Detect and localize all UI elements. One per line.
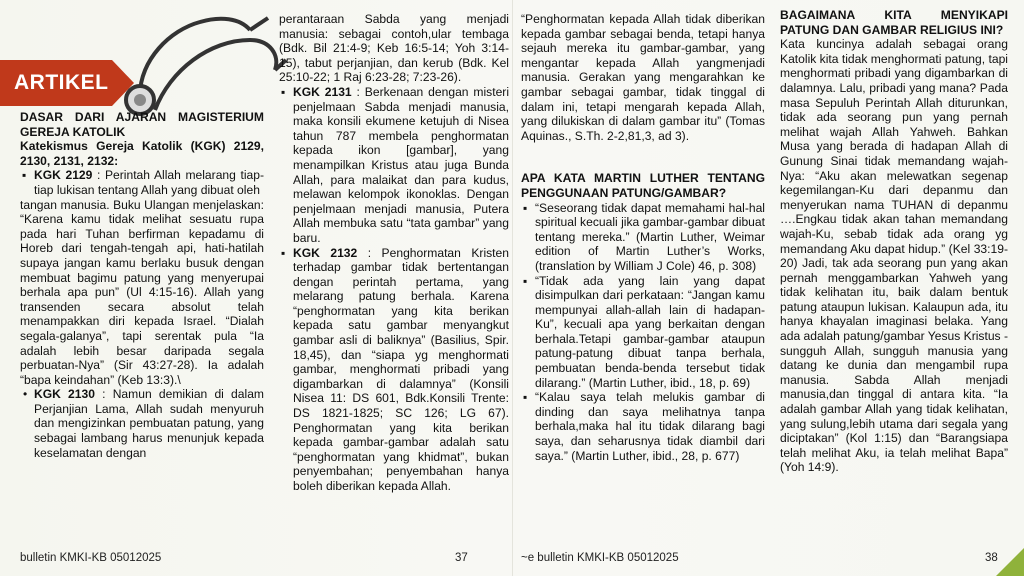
footer-right-page-number: 38 [985,552,998,564]
body-paragraph: Kata kuncinya adalah sebagai orang Katolik kita tidak menghormati patung, tapi menghormati pribadi yang digambarkan di dalamnya. Lalu, pribadi yang mana? Pada masa Sepuluh Perintah Allah diturunkan, tidak ada seorang pun yang pernah melihat wajah Allah Yahweh. Bahkan Musa yang berada di hadapan Allah di Gunung Sinai tidak memandang wajah-Nya: “Aku akan melewatkan segenap kegemilangan-Ku dari depanmu dan menyerukan nama TUHAN di depanmu ….Engkau tidak akan tahan memandang wajah-Ku, sebab tidak ada orang yg memandang Aku dapat hidup.” (Kel 33:19-20) Jadi, tak ada seorang pun yang akan pernah menggambarkan Yahweh yang tidak kelihatan itu, baik dalam bentuk patung ataupun lukisan. Kalaupun ada, itu hanya khayalan imaginasi belaka. Yang ada adalah patung/gambar Yesus Kristus - sungguh Allah, sungguh manusia yang datang ke dunia dan mengambil rupa manusia. Sabda Allah menjadi manusia,dan tinggal di antara kita. “Ia adalah gambar Allah yang tidak kelihatan, yang sulung,lebih utama dari segala yang diciptakan” (Kol 1:15) dan “Barangsiapa telah melihat Aku, ia telah melihat Bapa” (Yoh 14:9). [780,37,1008,475]
list-item [293,85,509,246]
kgk-key: KGK 2129 [34,168,93,183]
page-spread-divider [512,0,513,576]
column-2 [279,12,509,494]
column-3 [521,12,765,463]
decorative-corner [996,548,1024,576]
list-item [34,387,264,460]
footer-left-title: bulletin KMKI-KB 05012025 [20,552,162,564]
kgk-text: : Perintah Allah melarang tiap-tiap lukisan tentang Allah yang dibuat oleh [34,168,265,197]
body-paragraph: tangan manusia. Buku Ulangan menjelaskan: “Karena kamu tidak melihat sesuatu rupa pada hari Tuhan berfirman kepadamu di Horeb dari tengah-tengah api, hati-hatilah supaya jangan kamu berlaku busuk dengan membuat bagimu patung yang menyerupai berhala apa pun” (Ul 4:15-16). Allah yang transenden secara absolut telah menampakkan diri kepada Israel. “Dialah segala-galanya”, tapi serentak pula “Ia adalah lebih besar daripada segala perbuatan-Nya” (Sir 43:27-28). Ia adalah “bapa keindahan” (Keb 13:3).\ [20,197,264,387]
kgk-list [279,85,509,494]
list-item: ▪ “Seseorang tidak dapat memahami hal-hal spiritual kecuali jika gambar-gambar dibuat tentang mereka.” (Martin Luther, Weimar edition of Martin Luther’s Works, (translation by William J Cole) 46, p. 308) [535,201,765,274]
kgk-key: KGK 2130 [34,387,95,402]
kgk-key: KGK 2131 [293,84,352,99]
luther-quote-list [521,201,765,464]
column-4 [780,8,1008,475]
article-banner-label: ARTIKEL [14,71,109,94]
kgk-list [20,168,264,197]
list-item: ▪ “Kalau saya telah melukis gambar di dinding dan saya melihatnya tanpa berhala,maka hal itu tidak dilarang bagi saya, dan seharusnya tidak diambil dari saya.” (Martin Luther, ibid., 28, p. 677) [535,390,765,463]
kgk-text: : Namun demikian di dalam Perjanjian Lama, Allah sudah menyuruh dan mengizinkan pembuatan patung, yang sebagai lambang harus menunjuk kepada keselamatan dengan [34,387,264,460]
kgk-text: : Berkenaan dengan misteri penjelmaan Sabda menjadi manusia, maka konsili ekumene ketujuh di Nisea tahun 787 membela penghormatan kepada ikon [gambar], yang menampilkan Kristus atau juga Bunda Allah, para malaikat dan para kudus, melawan kelompok ikonoklas. Dengan penjelmaan menjadi manusia, Putera Allah membuka satu “tata gambar” yang baru. [293,84,510,245]
section-heading: BAGAIMANA KITA MENYIKAPI PATUNG DAN GAMBAR RELIGIUS INI? [780,8,1008,37]
body-paragraph: “Penghormatan kepada Allah tidak diberikan kepada gambar sebagai benda, tetapi hanya sejauh mereka itu gambar-gambar, yang mengantar kepada Allah yangmenjadi manusia. Gerakan yang mengarahkan ke gambar sebagai gambar, tidak tinggal di dalam ini, tetapi mengarah kepada Allah, yang dilukiskan di dalam gambar itu” (Tomas Aquinas., S.Th. 2-2,81,3, ad 3). [521,12,765,143]
footer-right-title: ~e bulletin KMKI-KB 05012025 [521,552,679,564]
kgk-key: KGK 2132 [293,245,358,260]
list-item [34,168,264,197]
footer-left-page-number: 37 [455,552,468,564]
section-heading: APA KATA MARTIN LUTHER TENTANG PENGGUNAAN PATUNG/GAMBAR? [521,171,765,200]
kgk-list [20,387,264,460]
body-paragraph: perantaraan Sabda yang menjadi manusia: sebagai contoh,ular tembaga (Bdk. Bil 21:4-9; Keb 16:5-14; Yoh 3:14-15), tabut perjanjian, dan kerub (Bdk. Kel 25:10-22; 1 Raj 6:23-28; 7:23-26). [279,12,509,85]
article-banner [0,60,112,106]
column-1 [20,110,264,460]
list-item [293,246,509,494]
section-subheading: Katekismus Gereja Katolik (KGK) 2129, 2130, 2131, 2132: [20,139,264,168]
kgk-text: : Penghormatan Kristen terhadap gambar tidak bertentangan dengan perintah pertama, yang melarang patung berhala. Karena “penghormatan yang kita berikan kepada satu gambar menyangkut gambar asli di baliknya” (Basilius, Spir. 18,45), dan “siapa yg menghormati gambar, menghormati pribadi yang digambarkan di dalamnya” (Konsili Nisea 11: DS 601, Bdk.Konsili Trente: DS 1821-1825; SC 126; LG 67). Penghormatan yang kita berikan kepada gambar-gambar adalah satu “penghormatan yang khidmat”, bukan penyembahan; penyembahan hanya boleh diberikan kepada Allah. [293,245,509,493]
section-heading: DASAR DARI AJARAN MAGISTERIUM GEREJA KATOLIK [20,110,264,139]
list-item: ▪ “Tidak ada yang lain yang dapat disimpulkan dari perkataan: “Jangan kamu mempunyai allah-allah lain di hadapan-Ku”, kecuali apa yang berkaitan dengan berhala.Tetapi gambar-gambar ataupun patung-patung dibuat tanpa berhala, pembuatan benda-benda tersebut tidak dilarang.” (Martin Luther, ibid., 18, p. 69) [535,274,765,391]
